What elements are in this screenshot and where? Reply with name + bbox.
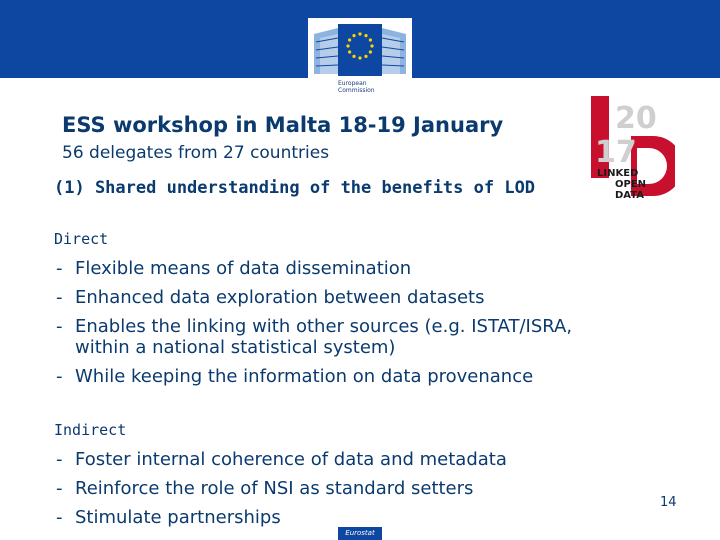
- direct-label: Direct: [54, 230, 109, 248]
- slide-title: ESS workshop in Malta 18-19 January: [62, 113, 504, 137]
- linked-open-data-2017-logo: [585, 92, 675, 202]
- bullet-marker: -: [56, 316, 63, 337]
- lod-line3: DATA: [615, 190, 645, 201]
- lod-line1: LINKED: [597, 168, 639, 179]
- bullet-marker: -: [56, 478, 63, 499]
- list-item: [56, 362, 666, 391]
- list-item: [56, 474, 666, 503]
- indirect-label: Indirect: [54, 421, 127, 439]
- list-item-text: Enables the linking with other sources (e.g. ISTAT/ISRA,: [75, 316, 573, 337]
- list-item: [56, 445, 666, 474]
- bullet-marker: -: [56, 507, 63, 528]
- ec-building-icon: [308, 18, 412, 80]
- eurostat-logo: Eurostat: [338, 527, 382, 540]
- list-item: [56, 254, 666, 283]
- ec-logo-text: [338, 80, 398, 94]
- bullet-marker: -: [56, 258, 63, 279]
- european-commission-logo: [308, 18, 412, 102]
- list-item-text: Foster internal coherence of data and metadata: [75, 449, 507, 470]
- list-item-text: Flexible means of data dissemination: [75, 258, 412, 279]
- list-item-text: Enhanced data exploration between datasets: [75, 287, 485, 308]
- list-item-text: While keeping the information on data provenance: [75, 366, 534, 387]
- lod-line2: OPEN: [615, 179, 647, 190]
- list-item-text: Stimulate partnerships: [75, 507, 281, 528]
- bullet-marker: -: [56, 287, 63, 308]
- lod-year-bottom: 17: [595, 135, 637, 170]
- bullet-marker: -: [56, 449, 63, 470]
- list-item: [56, 283, 666, 312]
- direct-benefits-list: [56, 254, 666, 391]
- list-item: [56, 312, 666, 362]
- bullet-marker: -: [56, 366, 63, 387]
- list-item-continuation: within a national statistical system): [75, 337, 396, 358]
- ec-logo-line1: European: [338, 80, 367, 87]
- ec-logo-line2: Commission: [338, 87, 375, 94]
- lod-year-top: 20: [615, 101, 657, 136]
- indirect-benefits-list: [56, 445, 666, 532]
- list-item-text: Reinforce the role of NSI as standard setters: [75, 478, 474, 499]
- section-heading: (1) Shared understanding of the benefits of LOD: [54, 178, 536, 198]
- page-number: 14: [660, 495, 677, 510]
- slide-subtitle: 56 delegates from 27 countries: [62, 143, 330, 163]
